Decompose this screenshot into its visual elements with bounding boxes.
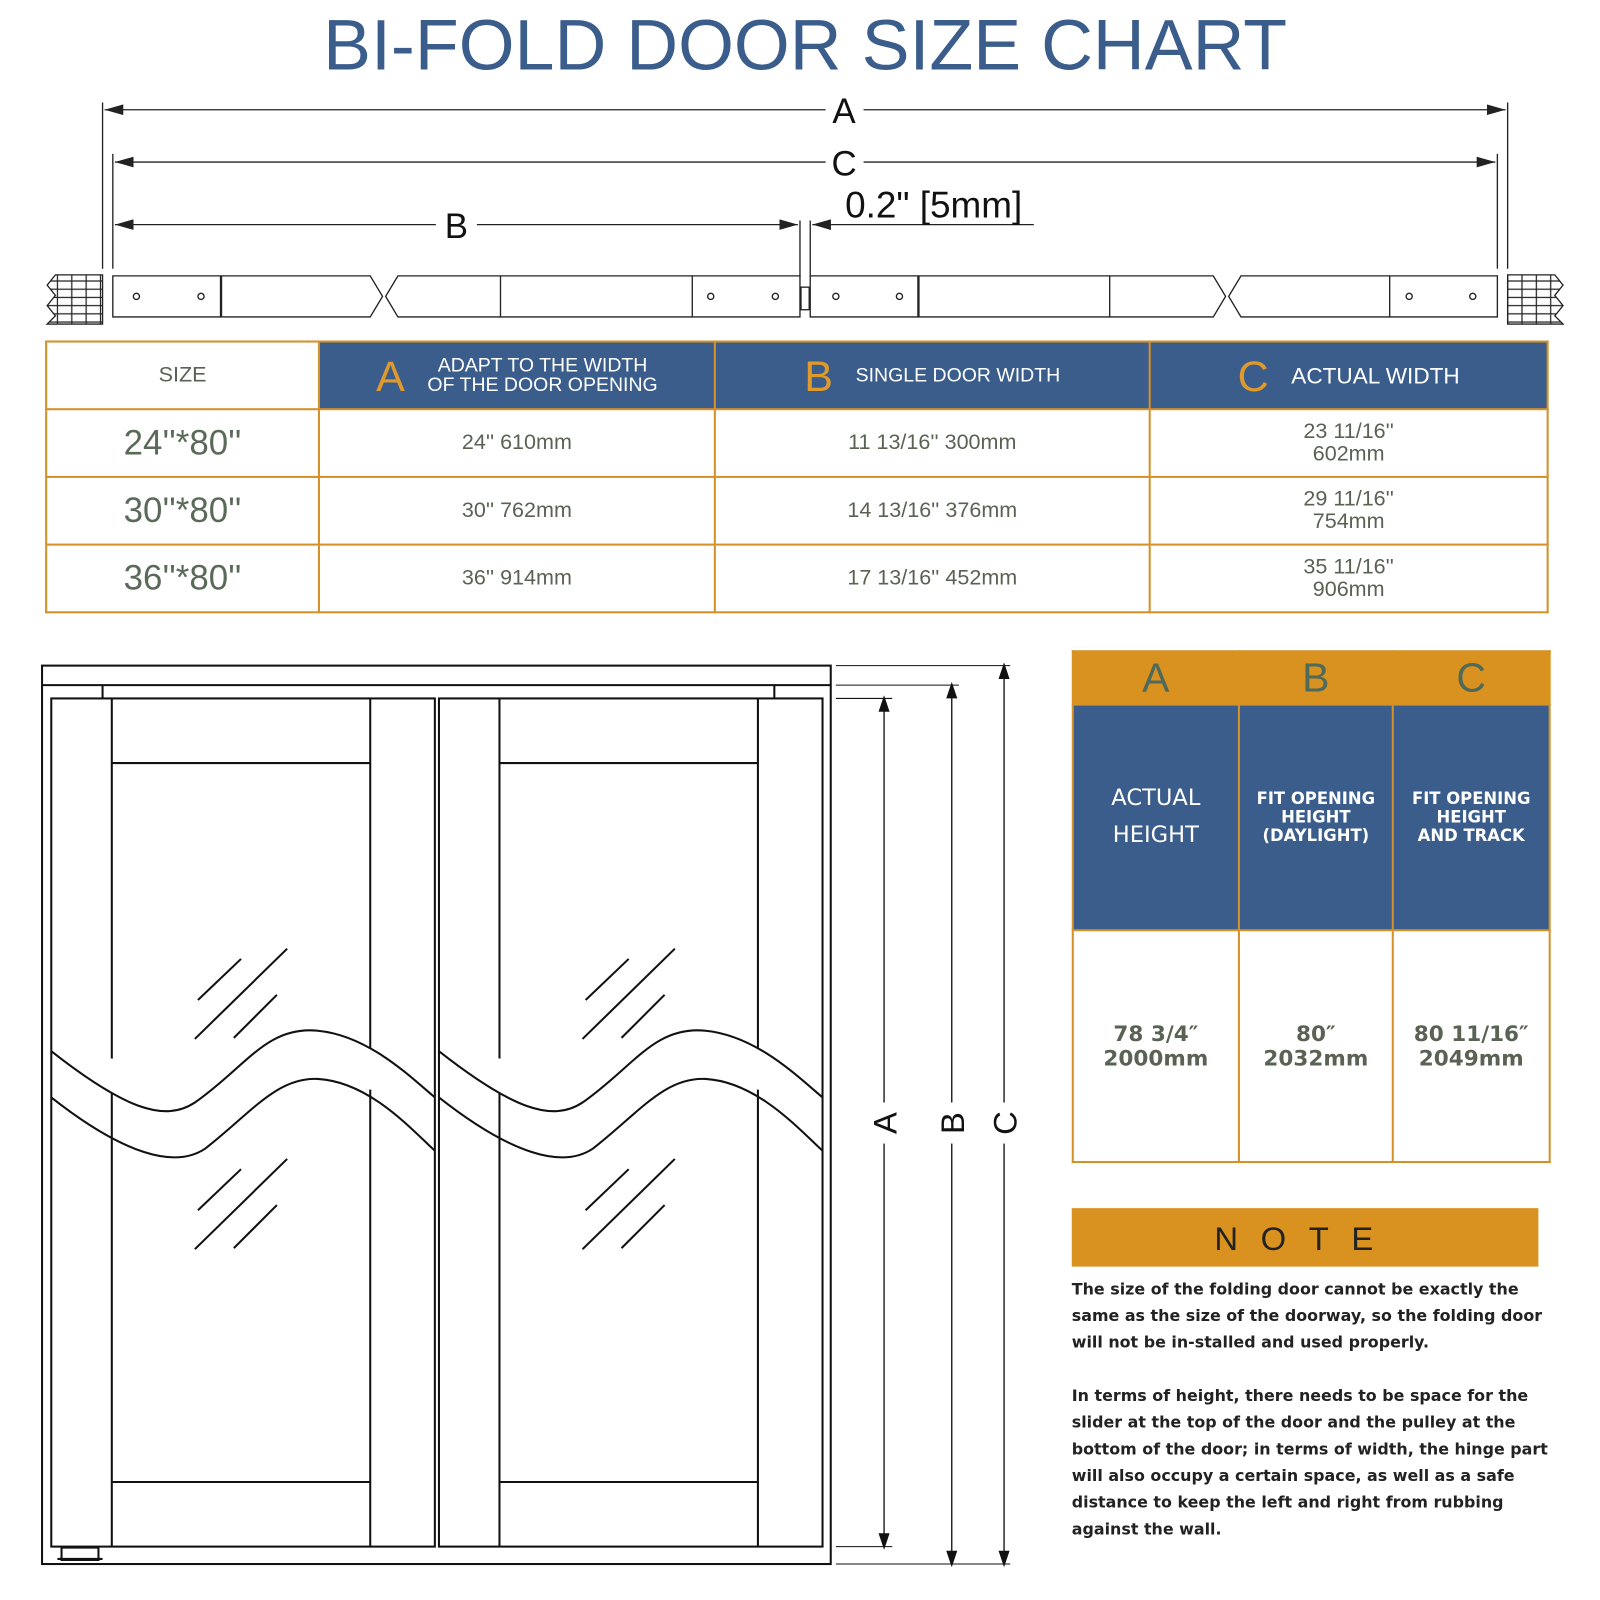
letter-c: C	[1237, 351, 1269, 400]
header-line: AND TRACK	[1417, 825, 1525, 846]
header-fit-daylight	[1239, 705, 1393, 931]
b-cell: 11 13/16'' 300mm	[715, 409, 1150, 477]
table-row	[46, 477, 1547, 545]
b-cell: 14 13/16'' 376mm	[715, 477, 1150, 545]
col-letter-a: A	[1073, 651, 1239, 704]
header-a	[319, 342, 715, 410]
c-inch: 23 11/16''	[1303, 419, 1394, 444]
size-cell: 24''*80''	[46, 409, 319, 477]
b-cell: 17 13/16'' 452mm	[715, 545, 1150, 613]
value-mm: 2049mm	[1418, 1046, 1524, 1071]
col-letter-c: C	[1393, 651, 1550, 704]
table-row	[46, 545, 1547, 613]
value-mm: 2032mm	[1263, 1046, 1369, 1071]
top-width-diagram	[0, 92, 1600, 338]
note-paragraph-2: In terms of height, there needs to be space for the slider at the top of the door and the pulley at the bottom of the door; in terms of width, the hinge part will also occupy a certain space, as well as a safe distance to keep the left and right from rubbing against the wall.	[1071, 1386, 1548, 1539]
value-cell	[1239, 930, 1393, 1162]
col-letter-b: B	[1239, 651, 1393, 704]
header-line: FIT OPENING	[1256, 788, 1376, 809]
value-cell	[1393, 930, 1550, 1162]
header-line: HEIGHT	[1281, 807, 1351, 827]
width-size-table	[45, 340, 1549, 613]
value-mm: 2000mm	[1103, 1046, 1209, 1071]
a-cell: 24'' 610mm	[319, 409, 715, 477]
header-a-line1: ADAPT TO THE WIDTH	[437, 354, 648, 377]
header-c	[1150, 342, 1548, 410]
height-label-a: A	[866, 1112, 904, 1134]
letter-b: B	[804, 351, 834, 400]
a-cell: 30'' 762mm	[319, 477, 715, 545]
header-fit-track	[1393, 705, 1550, 931]
table-row	[46, 409, 1547, 477]
header-b-text: SINGLE DOOR WIDTH	[855, 364, 1061, 387]
note-heading: NOTE	[1072, 1208, 1539, 1266]
door-height-diagram	[0, 656, 1046, 1579]
value-inch: 80″	[1296, 1021, 1336, 1047]
c-cell	[1150, 545, 1548, 613]
height-label-c: C	[986, 1111, 1024, 1135]
size-cell: 36''*80''	[46, 545, 319, 613]
header-line: HEIGHT	[1112, 822, 1199, 849]
size-cell: 30''*80''	[46, 477, 319, 545]
header-line: FIT OPENING	[1411, 788, 1531, 809]
header-line: HEIGHT	[1436, 807, 1506, 827]
header-a-line2: OF THE DOOR OPENING	[427, 374, 658, 396]
c-cell	[1150, 409, 1548, 477]
gap-label: 0.2" [5mm]	[845, 184, 1023, 226]
c-inch: 35 11/16''	[1303, 554, 1394, 579]
note-text	[1072, 1276, 1554, 1569]
table-row	[1073, 930, 1550, 1162]
c-mm: 602mm	[1312, 442, 1385, 466]
c-inch: 29 11/16''	[1303, 487, 1394, 511]
c-mm: 906mm	[1312, 577, 1385, 602]
note-paragraph-1: The size of the folding door cannot be exactly the same as the size of the doorway, so the folding door will not be in-stalled and used properly.	[1071, 1279, 1543, 1352]
height-label-b: B	[934, 1112, 972, 1134]
value-inch: 78 3/4″	[1113, 1021, 1199, 1047]
page-title: BI-FOLD DOOR SIZE CHART	[323, 5, 1288, 86]
header-actual-height	[1073, 705, 1239, 931]
header-size: SIZE	[46, 342, 319, 410]
header-line: ACTUAL	[1111, 785, 1201, 812]
header-c-text: ACTUAL WIDTH	[1291, 362, 1460, 389]
c-mm: 754mm	[1312, 509, 1385, 534]
dim-label-a: A	[832, 92, 856, 132]
value-inch: 80 11/16″	[1413, 1021, 1529, 1047]
header-line: (DAYLIGHT)	[1262, 825, 1370, 846]
value-cell	[1073, 930, 1239, 1162]
header-b	[715, 342, 1150, 410]
a-cell: 36'' 914mm	[319, 545, 715, 613]
c-cell	[1150, 477, 1548, 545]
dim-label-b: B	[444, 206, 469, 246]
letter-a: A	[376, 351, 405, 400]
dim-label-c: C	[831, 144, 857, 184]
height-size-table	[1072, 650, 1551, 1163]
